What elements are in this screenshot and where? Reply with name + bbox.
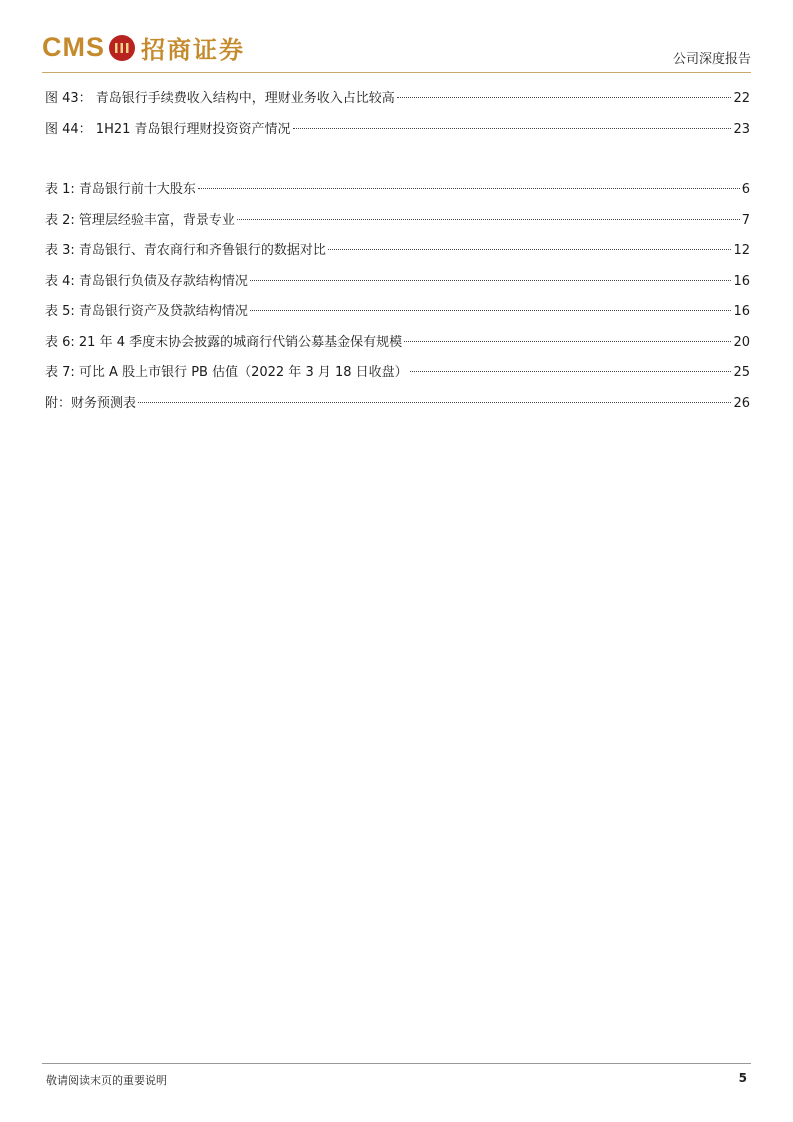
toc-page-number: 25 (733, 365, 750, 380)
page-header (42, 22, 751, 73)
toc-row-figure-44[interactable] (45, 118, 750, 149)
toc-section-gap (45, 148, 750, 178)
toc-entry-label: 附：财务预测表 (45, 395, 137, 411)
toc-leader-dots (138, 402, 731, 403)
toc-row-table-7[interactable] (45, 361, 750, 392)
company-name: 招商证券 (141, 36, 245, 64)
toc-leader-dots (410, 371, 732, 372)
toc-entry-label: 表 7: 可比 A 股上市银行 PB 估值（2022 年 3 月 18 日收盘） (45, 365, 408, 380)
toc-entry-label: 表 5: 青岛银行资产及贷款结构情况 (45, 304, 248, 319)
toc-entry-label: 表 1: 青岛银行前十大股东 (45, 182, 196, 197)
toc-page-number: 16 (733, 304, 750, 319)
toc-row-appendix[interactable] (45, 392, 750, 423)
toc-row-table-3[interactable] (45, 239, 750, 270)
toc-leader-dots (237, 219, 740, 220)
toc-row-table-1[interactable] (45, 178, 750, 209)
toc-leader-dots (293, 128, 732, 129)
page-footer (42, 1063, 751, 1087)
toc-entry-label: 图 43： 青岛银行手续费收入结构中，理财业务收入占比较高 (45, 91, 395, 106)
toc-entry-label: 表 3: 青岛银行、青农商行和齐鲁银行的数据对比 (45, 243, 326, 258)
toc-page-number: 16 (733, 273, 750, 289)
toc-page-number: 23 (733, 121, 750, 137)
toc-page-number: 26 (733, 395, 750, 411)
logo-text: CMS (42, 32, 105, 62)
toc-page-number: 22 (733, 91, 750, 106)
toc-row-table-2[interactable] (45, 209, 750, 240)
toc-leader-dots (397, 97, 732, 98)
toc-entry-label: 图 44： 1H21 青岛银行理财投资资产情况 (45, 121, 291, 137)
toc-row-table-5[interactable] (45, 300, 750, 331)
table-of-contents (45, 87, 750, 422)
toc-row-table-6[interactable] (45, 331, 750, 362)
toc-entry-label: 表 6: 21 年 4 季度末协会披露的城商行代销公募基金保有规模 (45, 334, 403, 350)
company-logo (42, 30, 245, 65)
toc-leader-dots (250, 280, 732, 281)
toc-page-number: 7 (741, 212, 750, 228)
toc-entry-label: 表 4: 青岛银行负债及存款结构情况 (45, 273, 248, 289)
toc-leader-dots (198, 188, 740, 189)
logo-badge-icon (109, 35, 135, 61)
toc-entry-label: 表 2: 管理层经验丰富，背景专业 (45, 212, 235, 228)
toc-leader-dots (328, 249, 732, 250)
report-type: 公司深度报告 (672, 52, 751, 67)
toc-page-number: 20 (733, 334, 750, 350)
toc-page-number: 6 (741, 182, 750, 197)
disclaimer-note: 敬请阅读末页的重要说明 (46, 1074, 167, 1087)
toc-row-table-4[interactable] (45, 270, 750, 301)
page-number: 5 (738, 1071, 747, 1085)
toc-page-number: 12 (733, 243, 750, 258)
toc-row-figure-43[interactable] (45, 87, 750, 118)
toc-leader-dots (404, 341, 731, 342)
toc-leader-dots (250, 310, 732, 311)
